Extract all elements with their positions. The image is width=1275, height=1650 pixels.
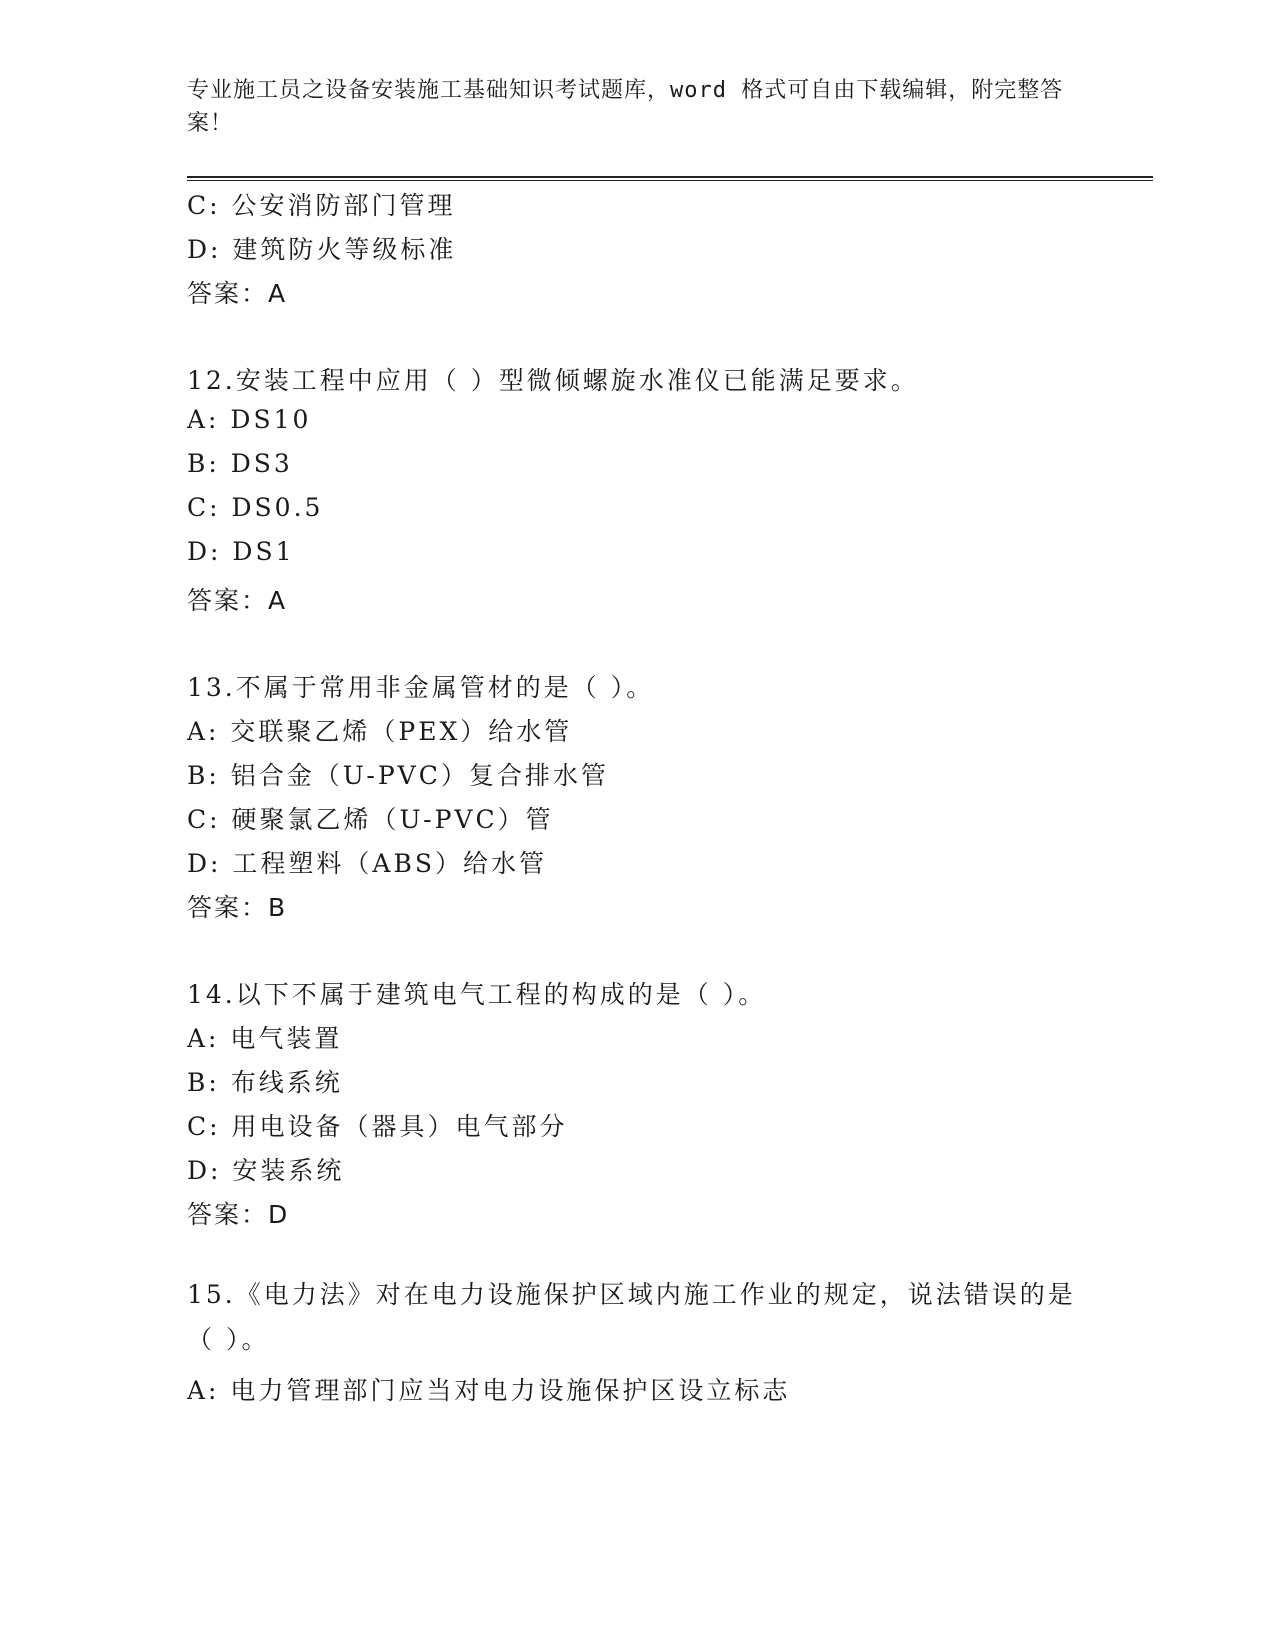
- option-d: D: 工程塑料（ABS）给水管: [187, 849, 547, 878]
- option-b: B: DS3: [187, 449, 293, 478]
- option-c: C: DS0.5: [187, 493, 324, 522]
- option-d: D: 安装系统: [187, 1156, 345, 1185]
- answer: 答案：A: [187, 586, 288, 615]
- answer: 答案：D: [187, 1200, 290, 1229]
- option-c: C: 用电设备（器具）电气部分: [187, 1112, 568, 1141]
- header-divider: [187, 176, 1153, 181]
- option-a: A: 交联聚乙烯（PEX）给水管: [187, 717, 573, 746]
- question-stem: 14.以下不属于建筑电气工程的构成的是（ ）。: [187, 980, 767, 1009]
- answer: 答案：A: [187, 279, 288, 308]
- option-a: A: DS10: [187, 405, 312, 434]
- option-d: D: 建筑防火等级标准: [187, 235, 457, 264]
- option-c: C: 公安消防部门管理: [187, 191, 456, 220]
- question-stem: 13.不属于常用非金属管材的是（ ）。: [187, 673, 655, 702]
- option-d: D: DS1: [187, 537, 295, 566]
- option-a: A: 电力管理部门应当对电力设施保护区设立标志: [187, 1376, 791, 1405]
- answer: 答案：B: [187, 893, 288, 922]
- option-a: A: 电气装置: [187, 1024, 343, 1053]
- document-header: 专业施工员之设备安装施工基础知识考试题库，word 格式可自由下载编辑，附完整答案！: [187, 78, 1064, 136]
- option-c: C: 硬聚氯乙烯（U-PVC）管: [187, 805, 554, 834]
- option-b: B: 铝合金（U-PVC）复合排水管: [187, 761, 609, 790]
- option-b: B: 布线系统: [187, 1068, 343, 1097]
- question-stem: 12.安装工程中应用（ ）型微倾螺旋水准仪已能满足要求。: [187, 366, 919, 395]
- question-stem: 15.《电力法》对在电力设施保护区域内施工作业的规定，说法错误的是（ ）。: [187, 1280, 1076, 1354]
